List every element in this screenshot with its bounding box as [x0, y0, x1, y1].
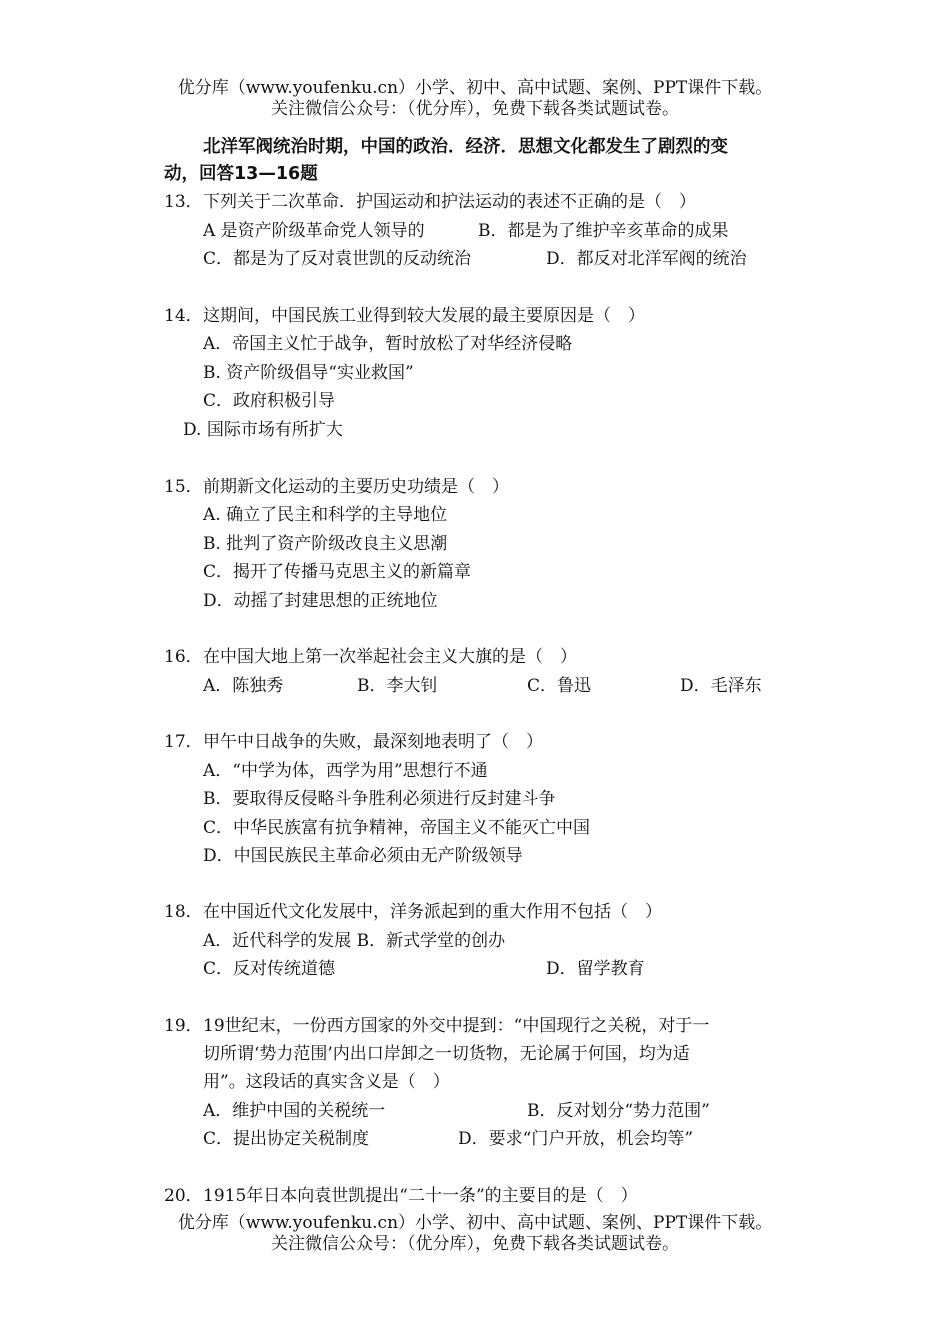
q16-option-a: A．陈独秀	[203, 676, 284, 696]
q19-option-b: B．反对划分“势力范围”	[527, 1101, 710, 1121]
question-number: 20．	[164, 1186, 203, 1206]
question-stem: 在中国大地上第一次举起社会主义大旗的是（ ）	[203, 647, 577, 667]
intro-line-2: 动，回答13—16题	[164, 164, 318, 184]
question-number: 15．	[164, 477, 203, 497]
q13-option-b: B．都是为了维护辛亥革命的成果	[478, 221, 729, 241]
question-number: 16．	[164, 647, 203, 667]
q14-option-b: B. 资产阶级倡导“实业救国”	[203, 363, 414, 383]
header-line-1: 优分库（www.youfenku.cn）小学、初中、高中试题、案例、PPT课件下载。	[177, 78, 773, 98]
q14-option-a: A．帝国主义忙于战争，暂时放松了对华经济侵略	[203, 334, 573, 354]
q15-option-d: D．动摇了封建思想的正统地位	[203, 591, 438, 611]
q17-option-b: B．要取得反侵略斗争胜利必须进行反封建斗争	[203, 789, 556, 809]
q18-option-d: D．留学教育	[546, 959, 645, 979]
q13-option-a: A 是资产阶级革命党人领导的	[203, 221, 425, 241]
q16-option-d: D．毛泽东	[680, 676, 762, 696]
intro-line-1: 北洋军阀统治时期，中国的政治．经济．思想文化都发生了剧烈的变	[203, 137, 728, 157]
q15-option-b: B. 批判了资产阶级改良主义思潮	[203, 534, 448, 554]
q13-option-c: C．都是为了反对袁世凯的反动统治	[203, 249, 472, 269]
question-stem-line-1: 19世纪末，一份西方国家的外交中提到：“中国现行之关税，对于一	[203, 1016, 710, 1036]
question-13	[164, 191, 696, 213]
question-14	[164, 305, 645, 327]
question-18	[164, 901, 662, 923]
question-19	[164, 1015, 709, 1037]
question-number: 13．	[164, 192, 203, 212]
q15-option-c: C．揭开了传播马克思主义的新篇章	[203, 562, 472, 582]
q17-option-a: A．“中学为体，西学为用”思想行不通	[203, 761, 488, 781]
q19-option-c: C．提出协定关税制度	[203, 1129, 370, 1149]
question-number: 17．	[164, 732, 203, 752]
question-16	[164, 646, 577, 668]
question-stem: 这期间，中国民族工业得到较大发展的最主要原因是（ ）	[203, 306, 645, 326]
q19-option-a: A．维护中国的关税统一	[203, 1101, 386, 1121]
q15-option-a: A. 确立了民主和科学的主导地位	[203, 505, 448, 525]
footer-line-1: 优分库（www.youfenku.cn）小学、初中、高中试题、案例、PPT课件下载。	[177, 1213, 773, 1233]
q16-option-b: B．李大钊	[357, 676, 438, 696]
q17-option-c: C．中华民族富有抗争精神，帝国主义不能灭亡中国	[203, 818, 591, 838]
q14-option-c: C．政府积极引导	[203, 391, 336, 411]
question-20	[164, 1185, 638, 1207]
q19-stem-line-3: 用”。这段话的真实含义是（ ）	[203, 1072, 450, 1092]
question-stem: 在中国近代文化发展中，洋务派起到的重大作用不包括（ ）	[203, 902, 662, 922]
q19-stem-line-2: 切所谓‘势力范围’内出口岸卸之一切货物，无论属于何国，均为适	[203, 1044, 690, 1064]
q19-option-d: D．要求“门户开放，机会均等”	[458, 1129, 694, 1149]
q14-option-d: D. 国际市场有所扩大	[183, 420, 343, 440]
q16-option-c: C．鲁迅	[527, 676, 592, 696]
question-17	[164, 731, 543, 753]
question-stem: 前期新文化运动的主要历史功绩是（ ）	[203, 477, 509, 497]
question-number: 18．	[164, 902, 203, 922]
q18-option-c: C．反对传统道德	[203, 959, 336, 979]
header-line-2: 关注微信公众号：（优分库），免费下载各类试题试卷。	[271, 99, 679, 119]
footer-line-2: 关注微信公众号：（优分库），免费下载各类试题试卷。	[271, 1234, 679, 1254]
question-stem: 1915年日本向袁世凯提出“二十一条”的主要目的是（ ）	[203, 1186, 638, 1206]
q13-option-d: D．都反对北洋军阀的统治	[546, 249, 747, 269]
question-number: 14．	[164, 306, 203, 326]
question-number: 19．	[164, 1016, 203, 1036]
q18-option-ab: A．近代科学的发展 B．新式学堂的创办	[203, 931, 506, 951]
question-stem: 甲午中日战争的失败，最深刻地表明了（ ）	[203, 732, 543, 752]
question-stem: 下列关于二次革命．护国运动和护法运动的表述不正确的是（ ）	[203, 192, 696, 212]
q17-option-d: D．中国民族民主革命必须由无产阶级领导	[203, 846, 523, 866]
question-15	[164, 476, 509, 498]
